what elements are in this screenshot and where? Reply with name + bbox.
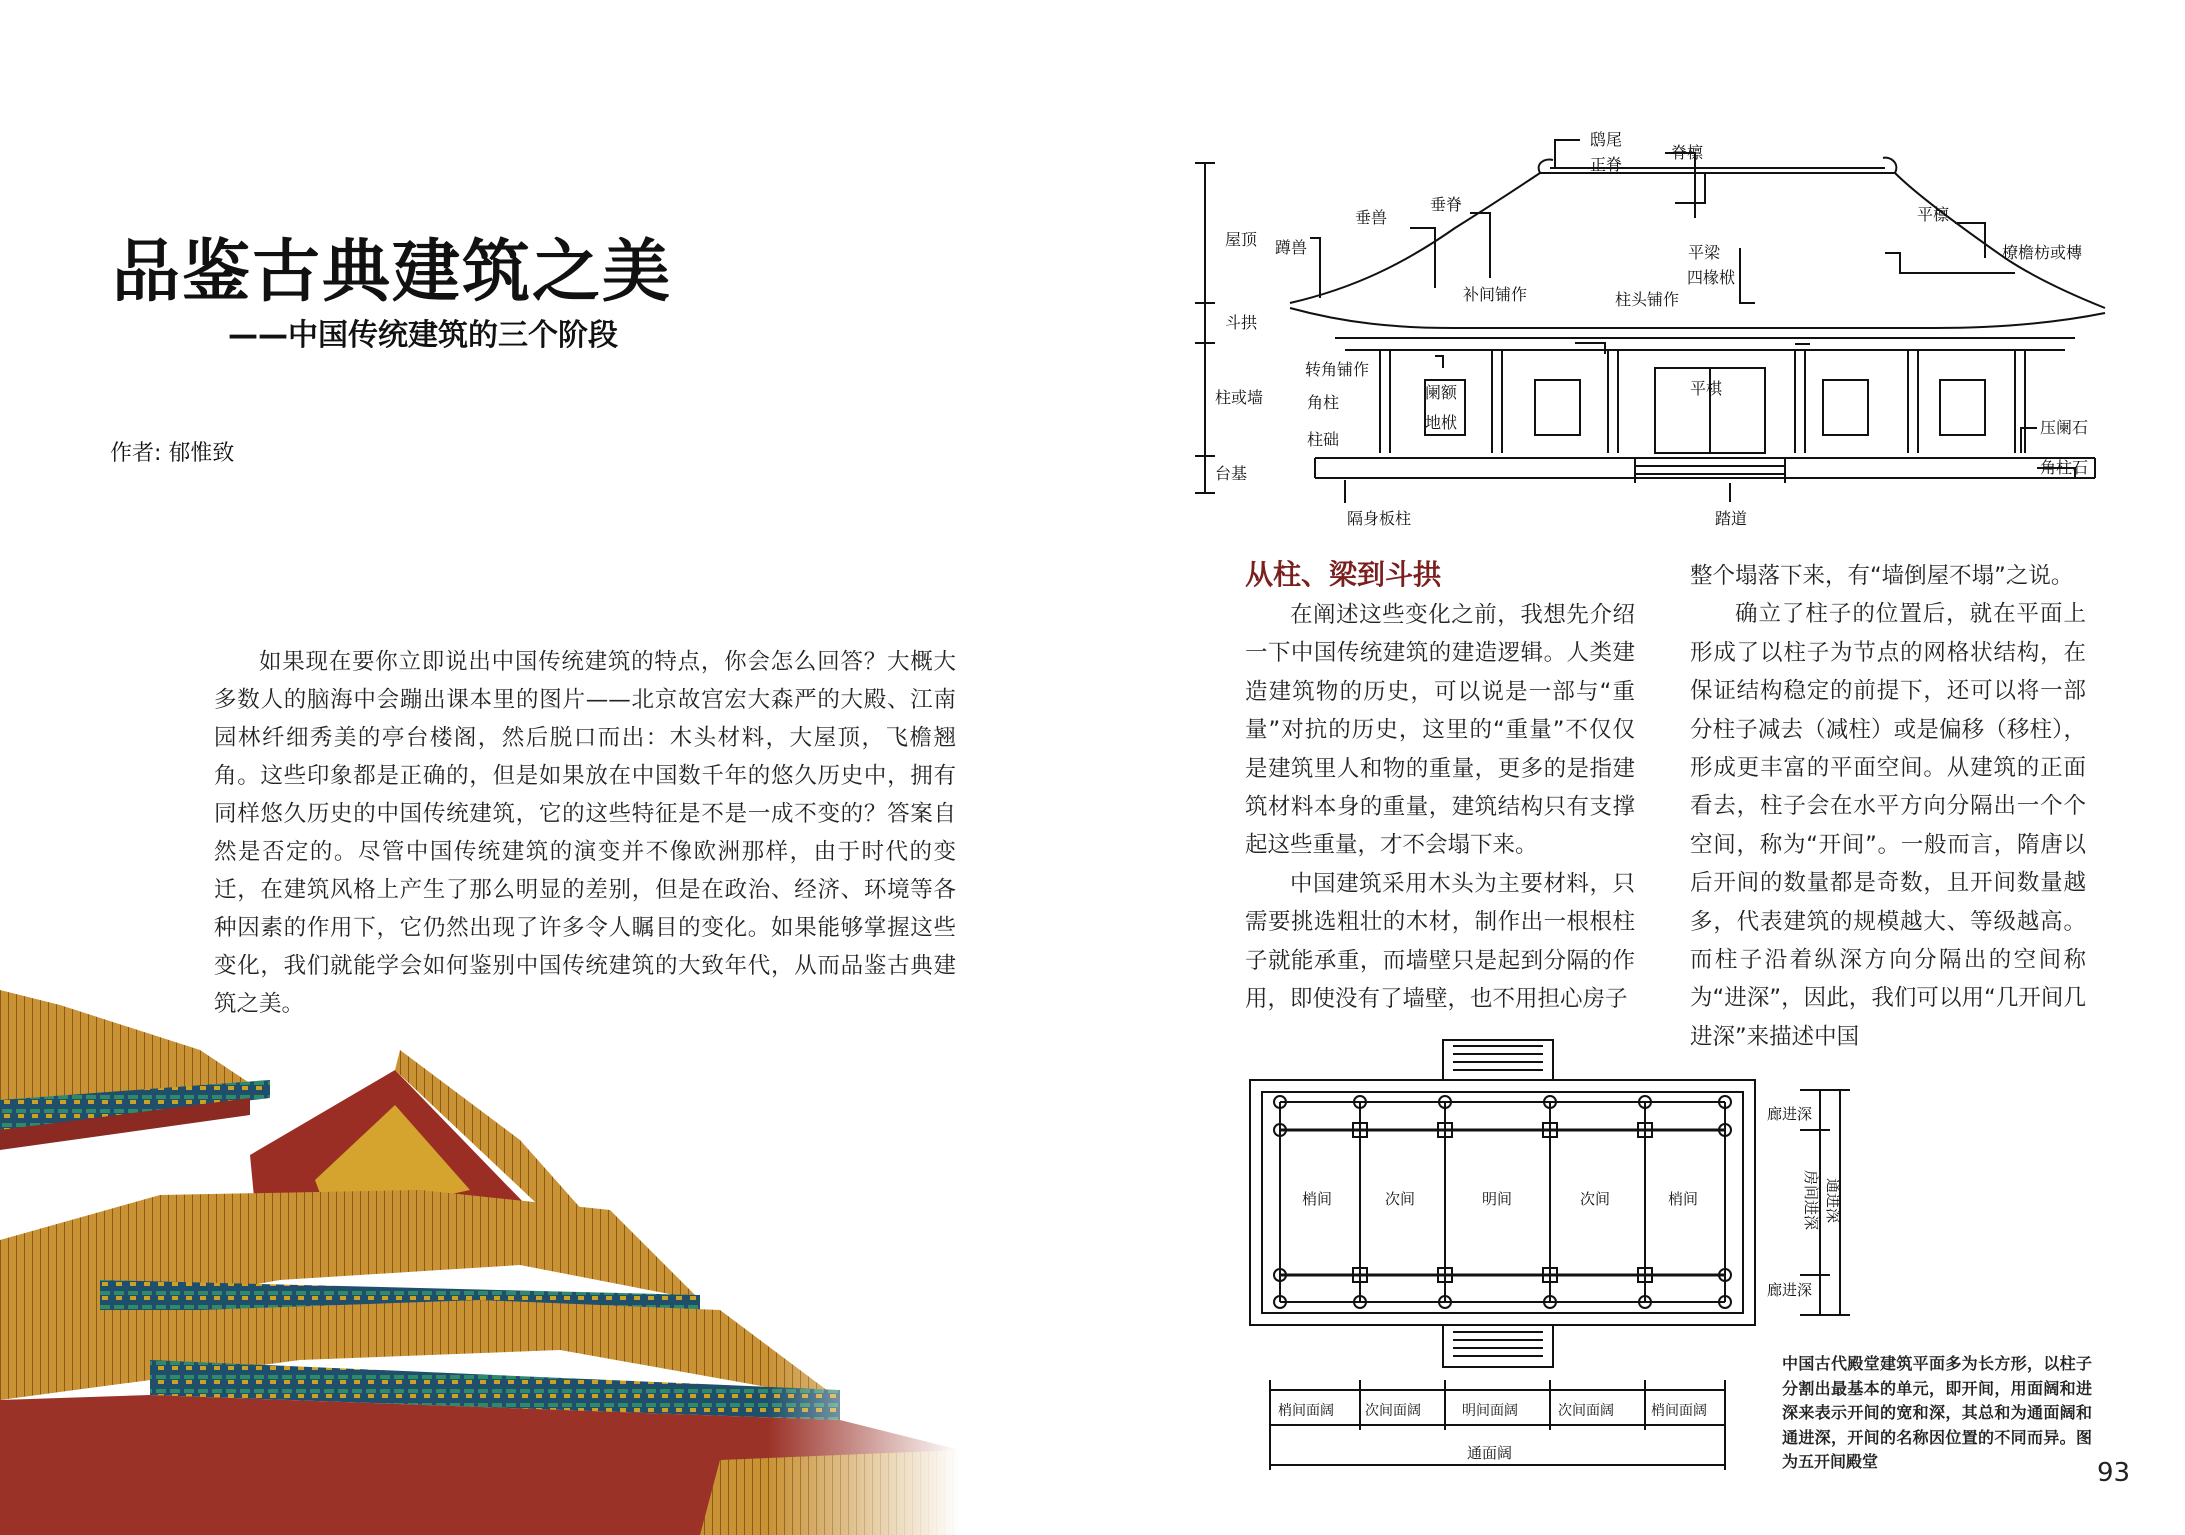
bay-label: 次间	[1385, 1190, 1416, 1208]
page-title: 品鉴古典建筑之美	[112, 233, 673, 312]
paragraph: 中国建筑采用木头为主要材料，只需要挑选粗壮的木材，制作出一根根柱子就能承重，而墙壁只是起到分隔的作用，即使没有了墙壁，也不用担心房子	[1245, 870, 1635, 1013]
label-dougong: 斗拱	[1225, 313, 1258, 332]
intro-text: 如果现在要你立即说出中国传统建筑的特点，你会怎么回答？大概大多数人的脑海中会蹦出课本里的图片——北京故宫宏大森严的大殿、江南园林纤细秀美的亭台楼阁，然后脱口而出：木头材料，大屋顶，飞檐翘角。这些印象都是正确的，但是如果放在中国数千年的悠久历史中，拥有同样悠久历史的中国传统建筑，它的这些特征是不是一成不变的？答案自然是否定的。尽管中国传统建筑的演变并不像欧洲那样，由于时代的变迁，在建筑风格上产生了那么明显的差别，但是在政治、经济、环境等各种因素的作用下，它仍然出现了许多令人瞩目的变化。如果能够掌握这些变化，我们就能学会如何鉴别中国传统建筑的大致年代，从而品鉴古典建	[214, 649, 956, 979]
svg-text:脊檩: 脊檩	[1671, 143, 1704, 162]
page-number: 93	[2097, 1458, 2131, 1488]
svg-text:蹲兽: 蹲兽	[1275, 238, 1308, 257]
svg-text:垂脊: 垂脊	[1430, 195, 1463, 214]
svg-text:补间铺作: 补间铺作	[1463, 285, 1528, 304]
svg-text:平棋: 平棋	[1690, 379, 1723, 398]
svg-text:隔身板柱: 隔身板柱	[1347, 509, 1412, 528]
width-label: 次间面阔	[1558, 1403, 1614, 1419]
section-title: 从柱、梁到斗拱	[1245, 558, 1442, 591]
svg-text:橑檐枋或槫: 橑檐枋或槫	[2002, 243, 2083, 262]
svg-text:正脊: 正脊	[1590, 155, 1623, 174]
svg-text:柱础: 柱础	[1307, 430, 1340, 449]
label-platform: 台基	[1215, 464, 1248, 483]
room-depth-label: 房间进深	[1802, 1170, 1820, 1231]
label-roof: 屋顶	[1225, 230, 1258, 249]
body-column-2	[1690, 557, 2086, 1056]
paragraph: 在阐述这些变化之前，我想先介绍一下中国传统建筑的建造逻辑。人类建造建筑物的历史，可以说是一部与“重量”对抗的历史，这里的“重量”不仅仅是建筑里人和物的重量，更多的是指建筑材料本身的重量，建筑结构只有支撑起这些重量，才不会塌下来。	[1245, 602, 1635, 859]
width-label: 梢间面阔	[1651, 1403, 1707, 1419]
intro-paragraph	[214, 643, 956, 1023]
label-column-wall: 柱或墙	[1215, 388, 1264, 407]
svg-text:平檩: 平檩	[1917, 205, 1950, 224]
bay-label: 次间	[1580, 1190, 1611, 1208]
width-label: 明间面阔	[1462, 1403, 1518, 1419]
svg-text:四椽栿: 四椽栿	[1687, 268, 1736, 287]
paragraph: 确立了柱子的位置后，就在平面上形成了以柱子为节点的网格状结构，在保证结构稳定的前提下，还可以将一部分柱子减去（减柱）或是偏移（移柱），形成更丰富的平面空间。从建筑的正面看去，柱子会在水平方向分隔出一个个空间，称为“开间”。一般而言，隋唐以后开间的数量都是奇数，且开间数量越多，代表建筑的规模越大、等级越高。而柱子沿着纵深方向分隔出的空间称为“进深”，因此，我们可以用“几开间几进深”来描述中国	[1690, 601, 2086, 1050]
figure-caption: 中国古代殿堂建筑平面多为长方形，以柱子分割出最基本的单元，即开间，用面阔和进深来表示开间的宽和深，其总和为通面阔和通进深，开间的名称因位置的不同而异。图为五开间殿堂	[1782, 1354, 2092, 1471]
page-subtitle: ——中国传统建筑的三个阶段	[228, 318, 618, 353]
bay-label: 梢间	[1668, 1190, 1699, 1208]
svg-text:踏道: 踏道	[1715, 509, 1748, 528]
svg-text:转角铺作: 转角铺作	[1305, 360, 1370, 379]
total-depth-label: 通进深	[1824, 1178, 1842, 1224]
width-label: 次间面阔	[1365, 1403, 1421, 1419]
svg-text:阑额: 阑额	[1425, 383, 1458, 402]
svg-text:角柱: 角柱	[1307, 393, 1340, 412]
svg-text:压阑石: 压阑石	[2040, 418, 2089, 437]
depth-label: 廊进深	[1767, 1105, 1813, 1123]
elevation-diagram	[1195, 128, 2115, 548]
svg-text:角柱石: 角柱石	[2040, 458, 2089, 477]
paragraph-continued: 整个塌落下来，有“墙倒屋不塌”之说。	[1690, 563, 2074, 589]
depth-label: 廊进深	[1767, 1281, 1813, 1299]
svg-text:柱头铺作: 柱头铺作	[1615, 290, 1680, 309]
plan-labels	[1278, 1105, 1812, 1462]
bay-label: 明间	[1482, 1190, 1513, 1208]
palace-photo	[0, 980, 960, 1535]
svg-text:鸱尾: 鸱尾	[1590, 130, 1623, 149]
svg-text:平梁: 平梁	[1688, 243, 1721, 262]
svg-text:地栿: 地栿	[1425, 413, 1458, 432]
total-width-label: 通面阔	[1467, 1444, 1513, 1462]
width-label: 梢间面阔	[1278, 1403, 1334, 1419]
body-column-1	[1245, 596, 1635, 1018]
author-line: 作者: 郁惟致	[110, 441, 235, 466]
svg-text:垂兽: 垂兽	[1355, 208, 1388, 227]
bay-label: 梢间	[1302, 1190, 1333, 1208]
